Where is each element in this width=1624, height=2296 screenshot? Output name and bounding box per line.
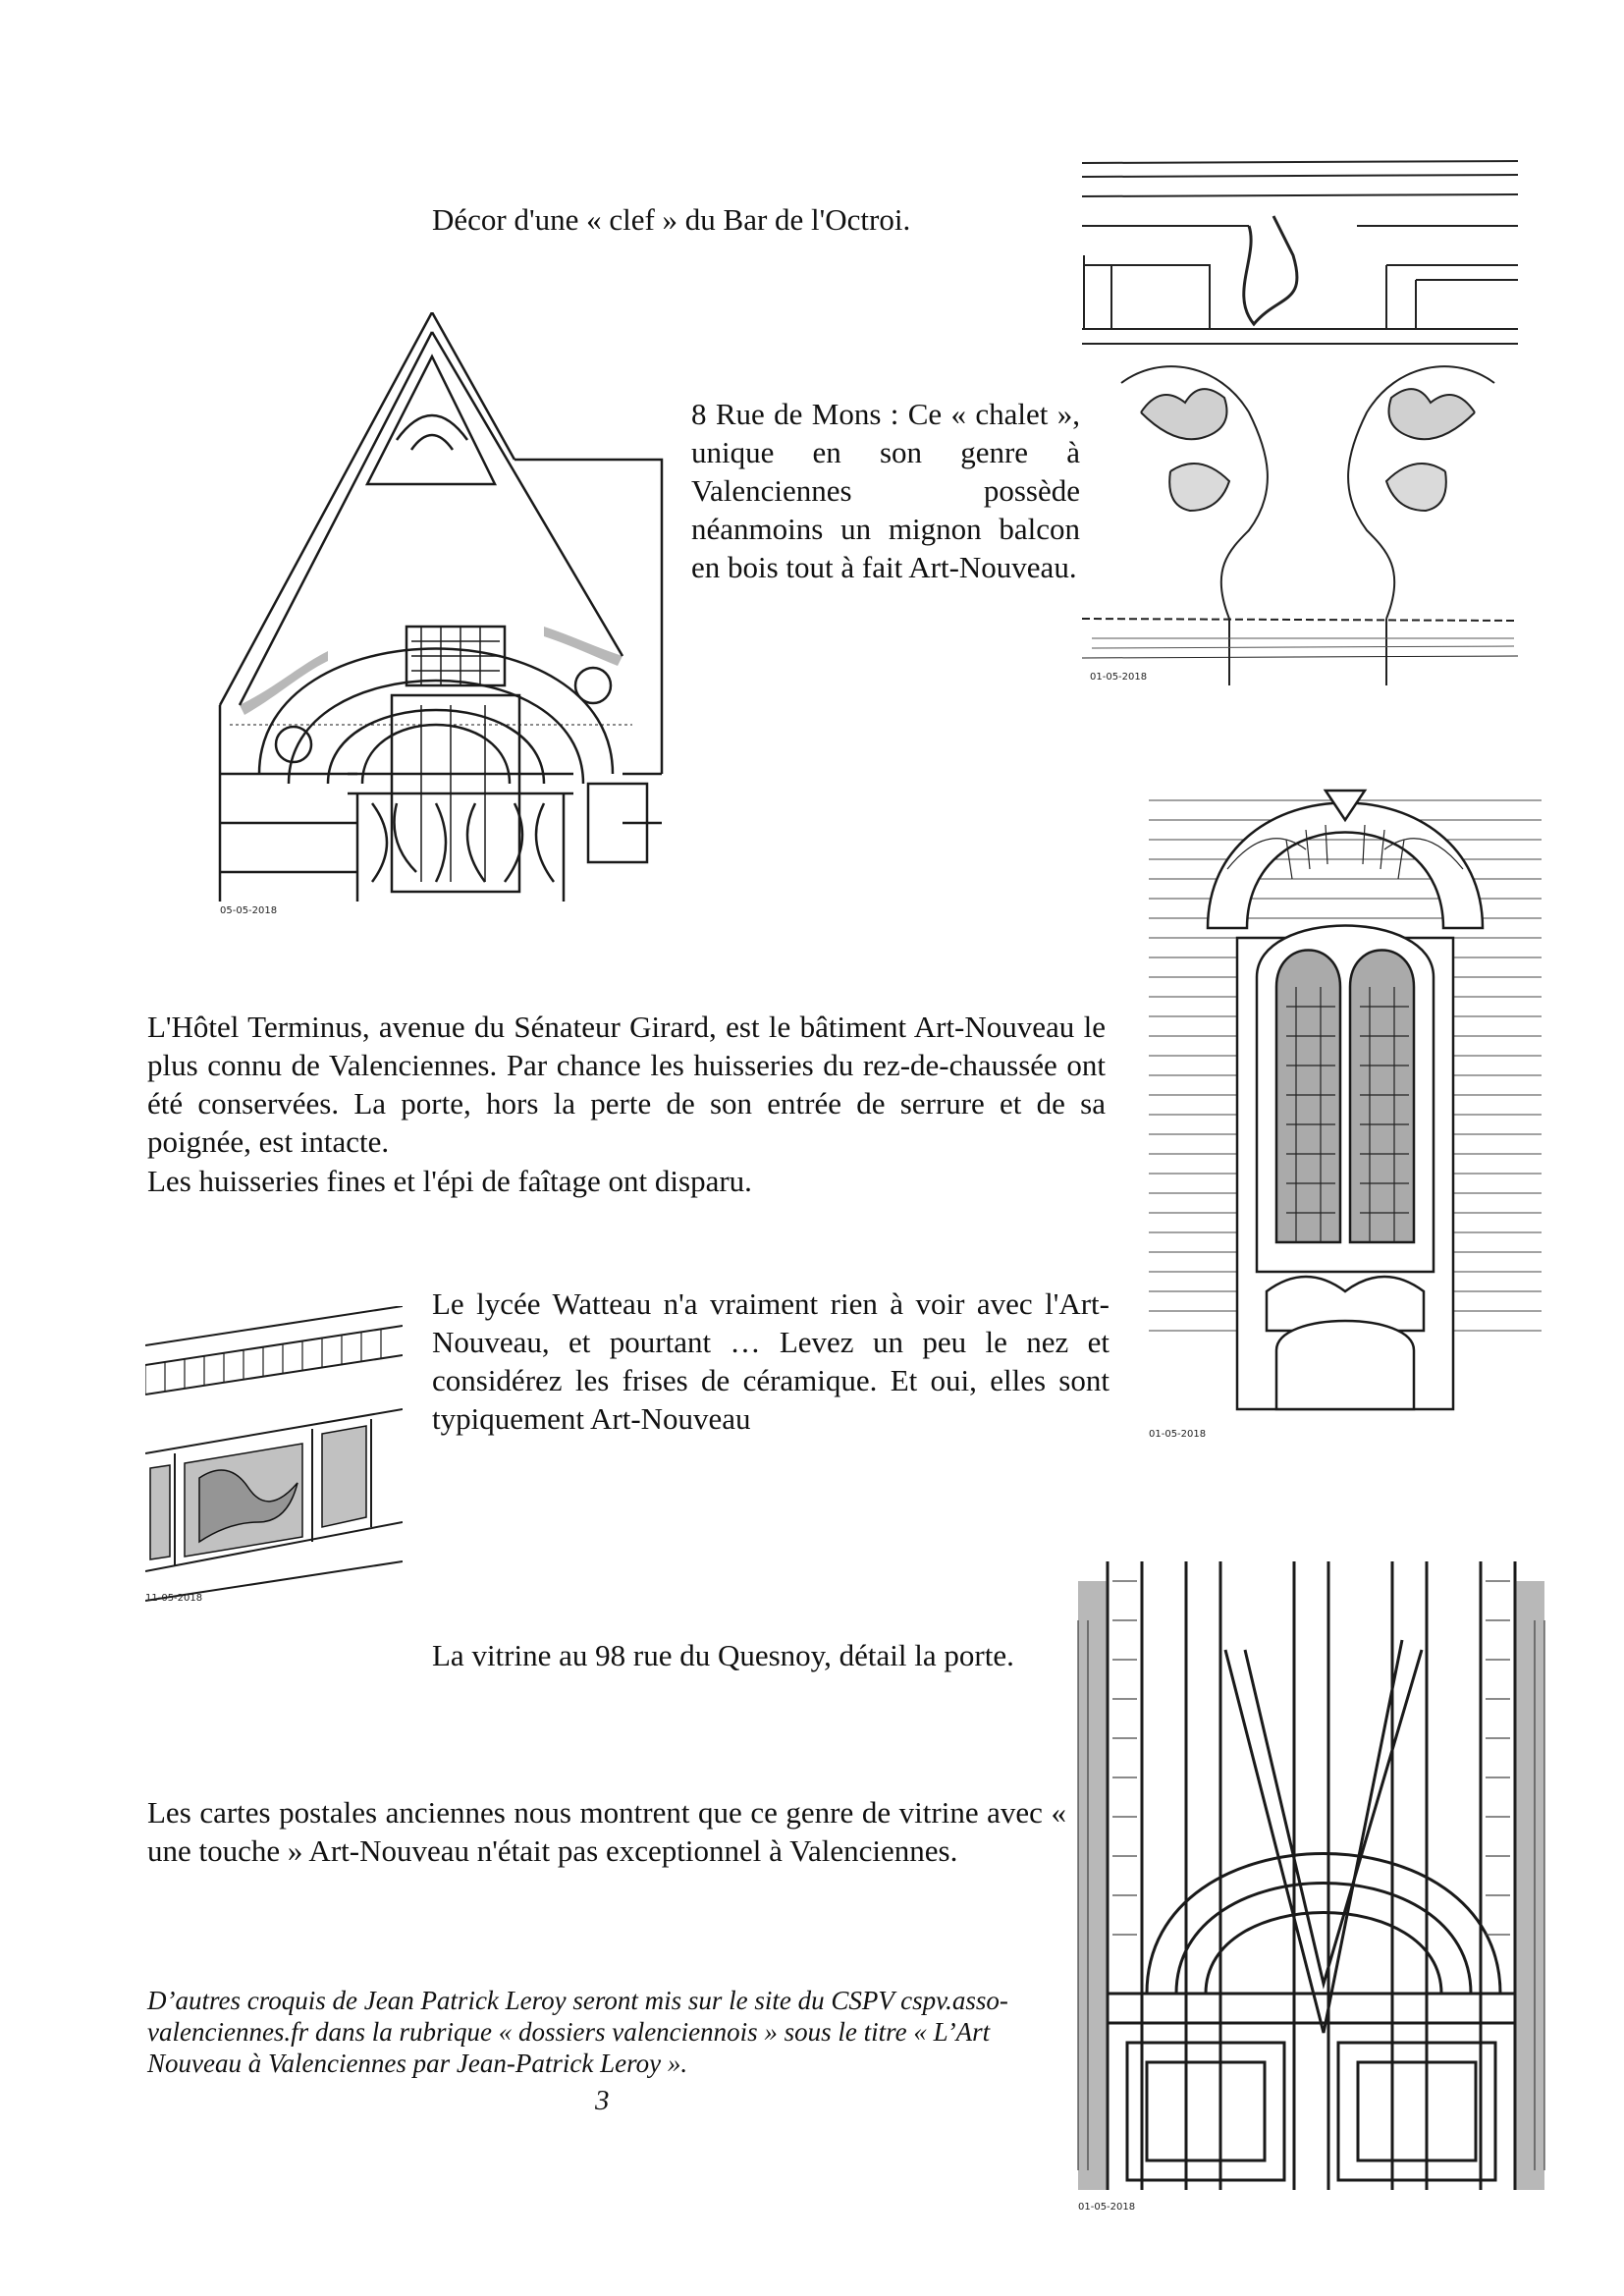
chalet-rue-de-mons-sketch (200, 312, 672, 921)
vitrine-door-sketch (1068, 1561, 1551, 2219)
octroi-sketch-date: 01-05-2018 (1090, 672, 1148, 683)
paragraph-rue-de-mons: 8 Rue de Mons : Ce « chalet », unique en son genre à Valenciennes possède néanmoins un mignon balcon en bois tout à fait Art-Nouveau. (691, 397, 1080, 584)
paragraph-vitrine: La vitrine au 98 rue du Quesnoy, détail la porte. (432, 1638, 1014, 1672)
terminus-sketch-date: 01-05-2018 (1149, 1429, 1207, 1440)
octroi-keystone-sketch (1082, 157, 1518, 685)
caption-octroi: Décor d'une « clef » du Bar de l'Octroi. (432, 202, 911, 237)
paragraph-hotel-terminus: L'Hôtel Terminus, avenue du Sénateur Girard, est le bâtiment Art-Nouveau le plus connu de Valenciennes. Par chance les huisseries du rez-de-chaussée ont été conservées. La porte, hors la perte de son entrée de serrure et de sa poignée, est intacte. (147, 1010, 1106, 1159)
note-croquis: D’autres croquis de Jean Patrick Leroy seront mis sur le site du CSPV cspv.asso-valenciennes.fr dans la rubrique « dossiers valenciennois » sous le titre « L’Art Nouveau à Valenciennes par Jean-Patrick Leroy ». (147, 1986, 1008, 2078)
hotel-terminus-door-sketch (1149, 781, 1542, 1456)
paragraph-hotel-terminus-2: Les huisseries fines et l'épi de faîtage ont disparu. (147, 1164, 752, 1198)
chalet-sketch-date: 05-05-2018 (220, 905, 278, 916)
paragraph-lycee-watteau: Le lycée Watteau n'a vraiment rien à voir avec l'Art-Nouveau, et pourtant … Levez un peu le nez et considérez les frises de céramique. Et oui, elles sont typiquement Art-Nouveau (432, 1286, 1110, 1436)
lycee-watteau-frieze-sketch (145, 1306, 403, 1620)
vitrine-sketch-date: 01-05-2018 (1078, 2202, 1136, 2213)
lycee-sketch-date: 11-05-2018 (145, 1593, 203, 1604)
page-number: 3 (595, 2085, 610, 2116)
paragraph-cartes-postales: Les cartes postales anciennes nous montrent que ce genre de vitrine avec « une touche » Art-Nouveau n'était pas exceptionnel à Valenciennes. (147, 1795, 1066, 1868)
